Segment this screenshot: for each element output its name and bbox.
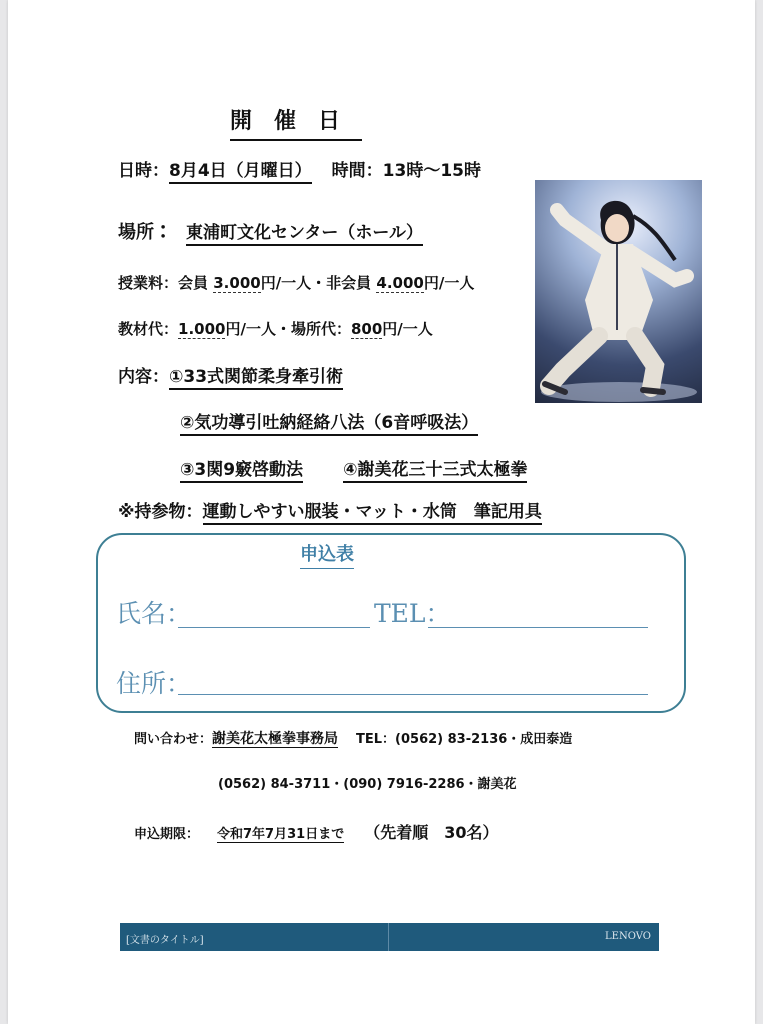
date-label: 日時： xyxy=(118,161,169,181)
date-row xyxy=(118,156,481,181)
contents-row-3 xyxy=(180,455,527,480)
nonmember-unit: 円/一人 xyxy=(423,274,475,292)
contents-row-2 xyxy=(180,408,478,433)
document-footer xyxy=(120,923,659,951)
deadline-label: 申込期限： xyxy=(134,827,200,842)
venue-row xyxy=(118,214,423,245)
materials-label: 教材代： xyxy=(118,320,179,338)
tel-field[interactable] xyxy=(428,627,648,628)
time-value: 13時〜15時 xyxy=(382,161,481,181)
contact-office: 謝美花太極拳事務局 xyxy=(212,731,339,747)
footer-doc-title: [文書のタイトル] xyxy=(126,935,204,946)
tuition-row xyxy=(118,272,474,293)
name-label: 氏名： xyxy=(116,599,192,628)
belongings-row xyxy=(118,497,542,522)
deadline-row xyxy=(134,820,498,843)
content-item: ①33式関節柔身牽引術 xyxy=(169,367,343,390)
belongings-value: 運動しやすい服装・マット・水筒 筆記用具 xyxy=(203,502,542,525)
materials-unit: 円/一人・場所代： xyxy=(225,320,351,338)
tai-chi-figure-image xyxy=(535,180,702,403)
contact-tel: TEL：(0562) 83-2136・成田泰造 xyxy=(356,732,573,747)
venue-unit: 円/一人 xyxy=(382,320,433,338)
contact-phones: (0562) 84-3711・(090) 7916-2286・謝美花 xyxy=(218,777,517,792)
deadline-note: （先着順 30名） xyxy=(364,823,499,842)
document-page xyxy=(8,0,755,1024)
deadline-value: 令和7年7月31日まで xyxy=(217,827,345,842)
member-label: 会員 xyxy=(178,274,214,292)
footer-author: LENOVO xyxy=(605,931,651,942)
form-title: 申込表 xyxy=(300,540,354,569)
materials-row xyxy=(118,318,433,339)
nonmember-price: 4.000 xyxy=(376,274,424,292)
contact-row-2 xyxy=(218,773,517,792)
time-label: 時間： xyxy=(331,161,383,181)
contact-row xyxy=(134,728,572,748)
tel-label: TEL： xyxy=(374,599,451,628)
name-field[interactable] xyxy=(178,627,370,628)
date-value: 8月4日（月曜日） xyxy=(169,161,312,184)
materials-price: 1.000 xyxy=(178,320,226,338)
venue-value: 東浦町文化センター（ホール） xyxy=(186,223,423,246)
member-price: 3.000 xyxy=(213,274,261,292)
content-item: ③3関9竅啓動法 xyxy=(180,460,303,483)
tai-chi-figure-icon xyxy=(535,180,702,403)
contents-row xyxy=(118,362,343,387)
content-item: ④謝美花三十三式太極拳 xyxy=(343,460,527,483)
member-unit: 円/一人・非会員 xyxy=(260,274,377,292)
contact-label: 問い合わせ： xyxy=(134,732,213,747)
belongings-label: ※持参物： xyxy=(118,502,203,522)
page-title: 開催日 xyxy=(230,104,362,141)
tuition-label: 授業料： xyxy=(118,274,179,292)
venue-colon: ： xyxy=(158,219,181,244)
venue-price: 800 xyxy=(350,320,383,338)
content-item: ②気功導引吐納経絡八法（6音呼吸法） xyxy=(180,413,478,436)
venue-label: 場所 xyxy=(118,222,154,243)
address-label: 住所： xyxy=(116,669,192,698)
contents-label: 内容： xyxy=(118,367,169,387)
footer-divider xyxy=(388,923,389,951)
address-field[interactable] xyxy=(178,694,648,695)
